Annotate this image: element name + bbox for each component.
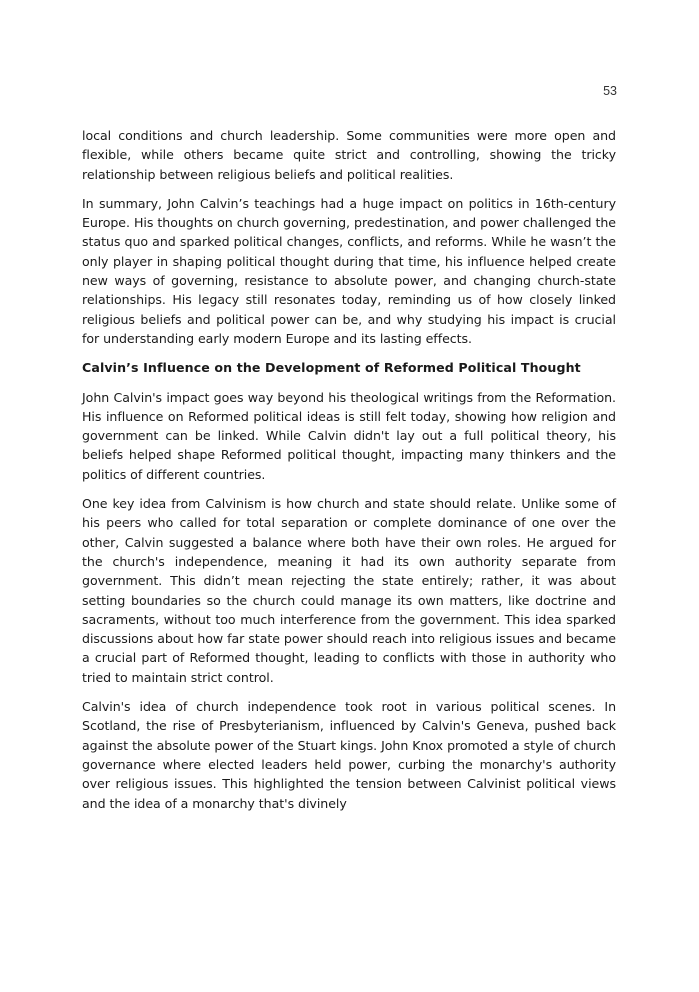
paragraph-calvin-impact: John Calvin's impact goes way beyond his theological writings from the Reformation. His influence on Reformed political ideas is still felt today, showing how religion and government can be linked. While Calvin didn't lay out a full political theory, his beliefs helped shape Reformed political thought, impacting many thinkers and the politics of different countries. (82, 389, 616, 482)
paragraph-church-independence: Calvin's idea of church independence took root in various political scenes. In Scotland, the rise of Presbyterianism, influenced by Calvin's Geneva, pushed back against the absolute power of the Stuart kings. John Knox promoted a style of church governance where elected leaders held power, curbing the monarchy's authority over religious issues. This highlighted the tension between Calvinist political views and the idea of a monarchy that's divinely (82, 699, 616, 811)
paragraph-summary: In summary, John Calvin’s teachings had a huge impact on politics in 16th-century Europe. His thoughts on church governing, predestination, and power challenged the status quo and sparked political changes, conflicts, and reforms. While he wasn’t the only player in shaping political thought during that time, his influence helped create new ways of governing, resistance to absolute power, and changing church-state relationships. His legacy still resonates today, reminding us of how closely linked religious beliefs and political power can be, and why studying his impact is crucial for understanding early modern Europe and its lasting effects. (82, 195, 616, 346)
paragraph-continuation: local conditions and church leadership. Some communities were more open and flexible, while others became quite strict and controlling, showing the tricky relationship between religious beliefs and political realities. (82, 128, 616, 182)
paragraph-church-state: One key idea from Calvinism is how church and state should relate. Unlike some of his peers who called for total separation or complete dominance of one over the other, Calvin suggested a balance where both have their own roles. He argued for the church's independence, meaning it had its own authority separate from government. This didn’t mean rejecting the state entirely; rather, it was about setting boundaries so the church could manage its own matters, like doctrine and sacraments, without too much interference from the government. This idea sparked discussions about how far state power should reach into religious issues and became a crucial part of Reformed thought, leading to conflicts with those in authority who tried to maintain strict control. (82, 496, 616, 685)
page-number: 53 (603, 84, 617, 98)
page-body (82, 126, 616, 823)
section-heading: Calvin’s Influence on the Development of Reformed Political Thought (82, 360, 581, 376)
